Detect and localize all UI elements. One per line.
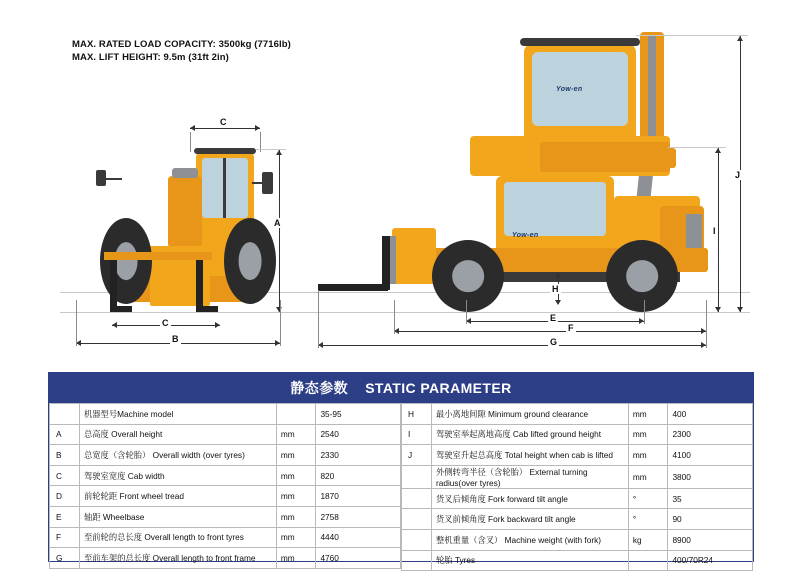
dim-arrow-J-bottom xyxy=(737,307,743,312)
row-unit: mm xyxy=(276,465,316,486)
dim-arrow-I-top xyxy=(715,148,721,153)
row-desc: 至前轮的总长度 Overall length to front tyres xyxy=(79,527,276,548)
dim-arrow-J-top xyxy=(737,36,743,41)
row-key xyxy=(50,404,80,425)
row-unit: mm xyxy=(628,404,668,425)
row-key: H xyxy=(402,404,432,425)
table-row xyxy=(402,404,753,425)
table-row xyxy=(50,445,401,466)
row-value: 35-95 xyxy=(316,404,401,425)
dim-line-overall-height xyxy=(279,150,280,312)
dim-arrow-H-top xyxy=(555,272,561,277)
row-key: E xyxy=(50,506,80,527)
front-fork-left-vertical xyxy=(110,258,117,312)
row-value: 2330 xyxy=(316,445,401,466)
dim-label-I: I xyxy=(713,226,716,236)
row-key: G xyxy=(50,548,80,569)
dim-arrow-fork-right xyxy=(215,322,220,328)
side-fork-vertical xyxy=(382,236,390,290)
table-row xyxy=(402,445,753,466)
ext-line-E-left xyxy=(466,300,467,324)
table-row xyxy=(50,424,401,445)
side-rear-tyre xyxy=(606,240,678,312)
table-title-cn: 静态参数 xyxy=(290,380,349,396)
ext-line-I-top xyxy=(668,147,726,148)
front-fork-left-foot xyxy=(110,306,132,312)
row-key xyxy=(402,550,432,571)
side-raised-cab-roof xyxy=(520,38,640,46)
table-row xyxy=(402,424,753,445)
row-key: B xyxy=(50,445,80,466)
dim-arrow-cab-width-left xyxy=(190,125,195,131)
dim-label-B: B xyxy=(172,334,179,344)
ext-line-width-left xyxy=(76,300,77,346)
row-desc: 总高度 Overall height xyxy=(79,424,276,445)
dim-arrow-fork-left xyxy=(112,322,117,328)
row-value: 4760 xyxy=(316,548,401,569)
row-value: 3800 xyxy=(668,465,753,488)
ext-line-J-top xyxy=(636,35,748,36)
table-row xyxy=(50,404,401,425)
note-line-1: MAX. RATED LOAD COPACITY: 3500kg (7716lb) xyxy=(72,39,291,50)
dim-arrow-height-bottom xyxy=(276,307,282,312)
row-value: 35 xyxy=(668,488,753,509)
right-column xyxy=(401,403,753,571)
row-unit: mm xyxy=(276,506,316,527)
right-parameter-table xyxy=(401,403,753,571)
dim-arrow-H-bottom xyxy=(555,300,561,305)
ext-line-cab-left xyxy=(190,132,191,152)
dim-arrow-height-top xyxy=(276,150,282,155)
dim-label-J: J xyxy=(735,170,741,180)
row-value: 400/70R24 xyxy=(668,550,753,571)
table-row xyxy=(402,529,753,550)
row-value: 2758 xyxy=(316,506,401,527)
dim-label-E: E xyxy=(550,313,557,323)
dim-label-A: A xyxy=(274,218,281,228)
static-parameter-table xyxy=(48,372,754,566)
row-key xyxy=(402,465,432,488)
row-unit: kg xyxy=(628,529,668,550)
row-unit: ° xyxy=(628,488,668,509)
row-desc: 货叉前倾角度 Fork backward tilt angle xyxy=(431,509,628,530)
dim-label-F: F xyxy=(568,323,574,333)
row-desc: 货叉后倾角度 Fork forward tilt angle xyxy=(431,488,628,509)
row-unit xyxy=(276,404,316,425)
row-key: C xyxy=(50,465,80,486)
row-desc: 轮胎 Tyres xyxy=(431,550,628,571)
front-left-mirror xyxy=(96,170,106,186)
row-desc: 驾驶室升起总高度 Total height when cab is lifted xyxy=(431,445,628,466)
row-key: J xyxy=(402,445,432,466)
row-unit: mm xyxy=(628,445,668,466)
table-row xyxy=(50,506,401,527)
side-boom-outer xyxy=(540,142,670,172)
row-desc: 驾驶室宽度 Cab width xyxy=(79,465,276,486)
table-row xyxy=(402,509,753,530)
table-row xyxy=(50,486,401,507)
table-row xyxy=(50,465,401,486)
side-rear-grille xyxy=(686,214,702,248)
dim-label-C-bottom: C xyxy=(162,318,169,328)
row-unit: mm xyxy=(628,424,668,445)
side-cab-lift-rail xyxy=(648,36,656,148)
row-desc: 驾驶室举起离地高度 Cab lifted ground height xyxy=(431,424,628,445)
dim-arrow-I-bottom xyxy=(715,307,721,312)
row-value: 90 xyxy=(668,509,753,530)
front-cab-pillar xyxy=(223,158,226,218)
left-parameter-table xyxy=(49,403,401,569)
front-fork-right-vertical xyxy=(196,258,203,312)
front-right-mirror-arm xyxy=(252,182,264,184)
ext-line-G-right xyxy=(706,300,707,348)
row-unit: mm xyxy=(276,527,316,548)
row-key xyxy=(402,509,432,530)
side-lower-cab-glass xyxy=(504,182,606,236)
row-desc: 最小离地间隙 Minimum ground clearance xyxy=(431,404,628,425)
dim-line-cab-width xyxy=(190,128,260,129)
table-title-en: STATIC PARAMETER xyxy=(365,380,512,396)
row-unit: mm xyxy=(276,548,316,569)
row-key: A xyxy=(50,424,80,445)
row-key: F xyxy=(50,527,80,548)
dim-line-I xyxy=(718,148,719,312)
side-fork-tine xyxy=(318,284,388,291)
front-fork-right-foot xyxy=(196,306,218,312)
front-boom xyxy=(168,176,202,248)
table-title xyxy=(49,373,753,403)
dim-arrow-cab-width-right xyxy=(255,125,260,131)
row-value: 2540 xyxy=(316,424,401,445)
ext-line-G-left xyxy=(318,290,319,348)
side-raised-cab-logo: Yow-en xyxy=(556,86,583,93)
row-value: 4440 xyxy=(316,527,401,548)
left-column xyxy=(49,403,401,571)
row-unit xyxy=(628,550,668,571)
row-value: 400 xyxy=(668,404,753,425)
ext-line-F-left xyxy=(394,300,395,334)
row-value: 1870 xyxy=(316,486,401,507)
front-fork-carriage-bar xyxy=(104,252,212,260)
row-unit: mm xyxy=(276,424,316,445)
row-desc: 外侧转弯半径（含轮胎） External turning radius(over tyres) xyxy=(431,465,628,488)
row-desc: 前轮轮距 Front wheel tread xyxy=(79,486,276,507)
note-line-2: MAX. LIFT HEIGHT: 9.5m (31ft 2in) xyxy=(72,52,229,63)
front-boom-top xyxy=(172,168,198,178)
row-desc: 至前车架的总长度 Overall length to front frame xyxy=(79,548,276,569)
front-left-mirror-arm xyxy=(106,178,122,180)
row-unit: mm xyxy=(276,445,316,466)
row-key xyxy=(402,488,432,509)
row-value: 2300 xyxy=(668,424,753,445)
row-desc: 整机重量（含叉） Machine weight (with fork) xyxy=(431,529,628,550)
row-value: 820 xyxy=(316,465,401,486)
side-front-tyre xyxy=(432,240,504,312)
side-lower-cab-logo: Yow-en xyxy=(512,232,539,239)
row-unit: mm xyxy=(276,486,316,507)
dim-label-G: G xyxy=(550,337,558,347)
table-row xyxy=(50,527,401,548)
row-key xyxy=(402,529,432,550)
dim-line-G xyxy=(318,345,706,346)
dim-label-C-top: C xyxy=(220,117,227,127)
table-row xyxy=(402,488,753,509)
row-value: 4100 xyxy=(668,445,753,466)
table-row xyxy=(402,550,753,571)
table-row xyxy=(50,548,401,569)
front-view-left-tyre xyxy=(100,218,152,304)
parameter-grid xyxy=(49,403,753,571)
dim-label-H: H xyxy=(552,284,559,294)
row-desc: 机器型号Machine model xyxy=(79,404,276,425)
ext-line-height-top xyxy=(256,149,286,150)
dim-line-F xyxy=(394,331,706,332)
row-unit: mm xyxy=(628,465,668,488)
side-carriage xyxy=(392,228,436,284)
row-key: I xyxy=(402,424,432,445)
row-key: D xyxy=(50,486,80,507)
ground-line-bottom xyxy=(60,312,750,313)
front-cab-roof xyxy=(194,148,256,154)
row-value: 8900 xyxy=(668,529,753,550)
row-desc: 总宽度（含轮胎） Overall width (over tyres) xyxy=(79,445,276,466)
row-desc: 轴距 Wheelbase xyxy=(79,506,276,527)
front-view-right-tyre xyxy=(224,218,276,304)
table-row xyxy=(402,465,753,488)
ext-line-width-right xyxy=(280,300,281,346)
row-unit: ° xyxy=(628,509,668,530)
ext-line-E-right xyxy=(644,300,645,324)
